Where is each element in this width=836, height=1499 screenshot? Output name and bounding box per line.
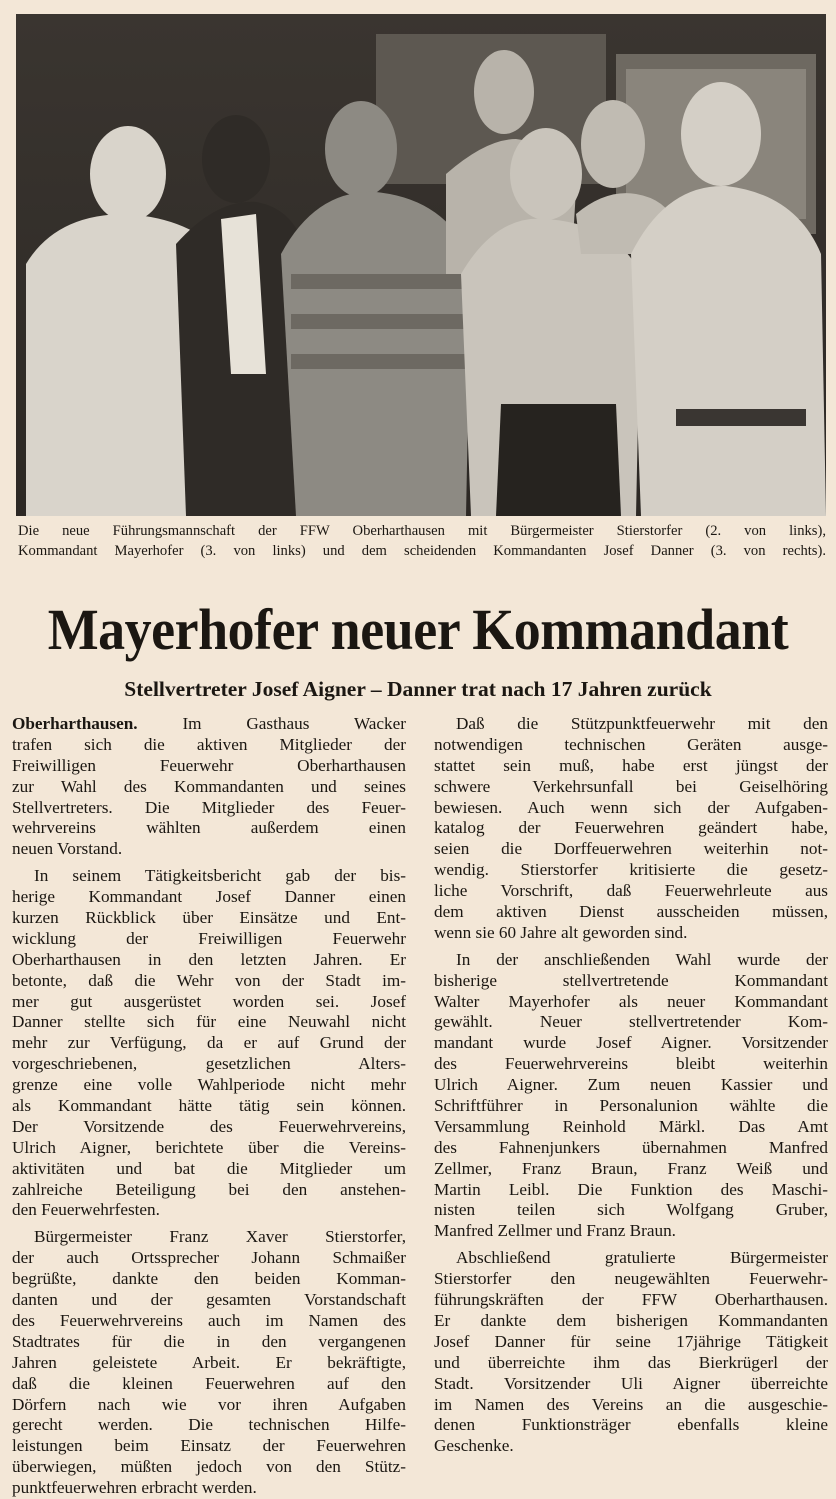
body-line: Schriftführer in Personalunion wählte die	[434, 1096, 828, 1116]
body-line: Stadt. Vorsitzender Uli Aigner überreichte	[434, 1373, 828, 1393]
body-line: katalog der Feuerwehren geändert habe,	[434, 818, 828, 838]
body-line: betonte, daß die Wehr von der Stadt im-	[12, 970, 406, 990]
photo-caption	[18, 521, 826, 561]
body-line: Daß die Stützpunktfeuerwehr mit den	[456, 714, 828, 733]
body-line: vorgeschriebenen, gesetzlichen Alters-	[12, 1054, 406, 1074]
body-line: mandant wurde Josef Aigner. Vorsitzender	[434, 1033, 828, 1053]
body-line: des Feuerwehrvereins bleibt weiterhin	[434, 1054, 828, 1074]
body-line: des Fahnenjunkers übernahmen Manfred	[434, 1137, 828, 1157]
body-line: Zellmer, Franz Braun, Franz Weiß und	[434, 1158, 828, 1178]
body-line: Er dankte dem bisherigen Kommandanten	[434, 1310, 828, 1330]
body-line: Stadtrates für die in den vergangenen	[12, 1331, 406, 1351]
caption-line: Die neue Führungsmannschaft der FFW Oberharthausen mit Bürgermeister Stierstorfer (2. von links),	[18, 523, 826, 539]
body-line: In der anschließenden Wahl wurde der	[456, 949, 828, 969]
body-line: den Feuerwehrfesten.	[12, 1200, 160, 1220]
body-line: Stierstorfer den neugewählten Feuerwehr-	[434, 1269, 828, 1289]
body-line: seien die Dorffeuerwehren weiterhin not-	[434, 839, 828, 859]
body-line: schwere Verkehrsunfall bei Geiselhöring	[434, 776, 828, 796]
body-line: Abschließend gratulierte Bürgermeister	[456, 1248, 828, 1268]
body-line: wicklung der Freiwilligen Feuerwehr	[12, 928, 406, 948]
body-line: Dörfern nach wie vor ihren Aufgaben	[12, 1394, 406, 1414]
body-line: gewählt. Neuer stellvertretender Kom-	[434, 1012, 828, 1032]
body-line: Der Vorsitzende des Feuerwehrvereins,	[12, 1116, 406, 1136]
body-line: Josef Danner für seine 17jährige Tätigkeit	[434, 1331, 828, 1351]
body-line: des Feuerwehrvereins auch im Namen des	[12, 1310, 406, 1330]
body-line: Martin Leibl. Die Funktion des Maschi-	[434, 1179, 828, 1199]
body-line: gerecht werden. Die technischen Hilfe-	[12, 1415, 406, 1435]
body-line: Walter Mayerhofer als neuer Kommandant	[434, 991, 828, 1011]
body-line: mer gut ausgerüstet worden sei. Josef	[12, 991, 406, 1011]
body-line: Ulrich Aigner. Zum neuen Kassier und	[434, 1075, 828, 1095]
body-line: wenn sie 60 Jahre alt geworden sind.	[434, 922, 688, 942]
body-line: wehrvereins wählten außerdem einen	[12, 818, 406, 838]
article-column-right	[434, 714, 828, 1457]
body-line: und überreichte ihm das Bierkrügerl der	[434, 1352, 828, 1372]
body-line: Versammlung Reinhold Märkl. Das Amt	[434, 1116, 828, 1136]
body-line	[12, 714, 406, 735]
dateline: Oberharthausen.	[12, 714, 138, 733]
body-line: Geschenke.	[434, 1436, 514, 1456]
body-line: mehr zur Verfügung, da er auf Grund der	[12, 1033, 406, 1053]
body-line: überwiegen, müßten jedoch von den Stütz-	[12, 1457, 406, 1477]
headline: Mayerhofer neuer Kommandant	[47, 597, 789, 662]
body-line: trafen sich die aktiven Mitglieder der	[12, 734, 406, 754]
body-line: Jahren geleistete Arbeit. Er bekräftigte,	[12, 1352, 406, 1372]
body-line: aktivitäten und bat die Mitglieder um	[12, 1158, 406, 1178]
body-line: Freiwilligen Feuerwehr Oberharthausen	[12, 755, 406, 775]
body-line: zahlreiche Beteiligung bei den anstehen-	[12, 1179, 406, 1199]
body-line: Stellvertreters. Die Mitglieder des Feuer-	[12, 797, 406, 817]
body-line: zur Wahl des Kommandanten und seines	[12, 776, 406, 796]
body-line: daß die kleinen Feuerwehren auf den	[12, 1373, 406, 1393]
body-line: wendig. Stierstorfer kritisierte die gesetz-	[434, 860, 828, 880]
body-line: Danner stellte sich für eine Neuwahl nicht	[12, 1012, 406, 1032]
body-line: punktfeuerwehren erbracht werden.	[12, 1478, 257, 1498]
body-line: kurzen Rückblick über Einsätze und Ent-	[12, 908, 406, 928]
body-line: stattet sein muß, habe erst jüngst der	[434, 755, 828, 775]
body-line: In seinem Tätigkeitsbericht gab der bis-	[34, 866, 406, 886]
body-line: leistungen beim Einsatz der Feuerwehren	[12, 1436, 406, 1456]
body-line: Oberharthausen in den letzten Jahren. Er	[12, 949, 406, 969]
body-line: Ulrich Aigner, berichtete über die Vereins-	[12, 1137, 406, 1157]
body-line: nisten teilen sich Wolfgang Gruber,	[434, 1200, 828, 1220]
body-line: bisherige stellvertretende Kommandant	[434, 970, 828, 990]
body-line: neuen Vorstand.	[12, 839, 123, 859]
article-column-left	[12, 714, 406, 1499]
body-line: liche Vorschrift, daß Feuerwehrleute aus	[434, 881, 828, 901]
body-line: denen Funktionsträger ebenfalls kleine	[434, 1415, 828, 1435]
body-line: dem aktiven Dienst ausscheiden müssen,	[434, 902, 828, 922]
caption-line: Kommandant Mayerhofer (3. von links) und dem scheidenden Kommandanten Josef Danner (3. von rechts).	[18, 543, 826, 559]
body-line: notwendigen technischen Geräten ausge-	[434, 734, 828, 754]
body-line: führungskräften der FFW Oberharthausen.	[434, 1290, 828, 1310]
body-line: begrüßte, dankte den beiden Komman-	[12, 1269, 406, 1289]
body-line: grenze eine volle Wahlperiode nicht mehr	[12, 1075, 406, 1095]
subheadline: Stellvertreter Josef Aigner – Danner trat nach 17 Jahren zurück	[124, 677, 712, 701]
group-photo	[16, 14, 826, 516]
body-line: als Kommandant hätte tätig sein können.	[12, 1096, 406, 1116]
body-line: der auch Ortssprecher Johann Schmaißer	[12, 1248, 406, 1268]
body-line: herige Kommandant Josef Danner einen	[12, 887, 406, 907]
body-line: Bürgermeister Franz Xaver Stierstorfer,	[34, 1227, 406, 1247]
body-line: danten und der gesamten Vorstandschaft	[12, 1290, 406, 1310]
group-photo-image	[16, 14, 826, 516]
body-line: bewiesen. Auch wenn sich der Aufgaben-	[434, 797, 828, 817]
body-text: Im Gasthaus Wacker	[137, 714, 406, 733]
body-line: im Namen des Vereins an die ausgeschie-	[434, 1394, 828, 1414]
body-line: Manfred Zellmer und Franz Braun.	[434, 1221, 676, 1241]
